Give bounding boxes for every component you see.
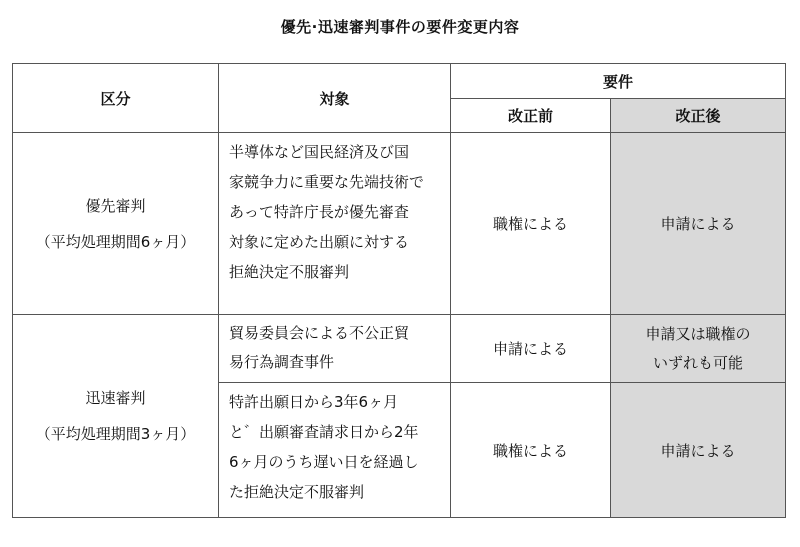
category-name: 迅速審判 bbox=[85, 389, 146, 407]
after-line: 申請又は職権の bbox=[645, 324, 751, 343]
table-row bbox=[13, 133, 786, 315]
page-title: 優先·迅速審判事件の要件変更内容 bbox=[280, 18, 520, 36]
table-row bbox=[13, 315, 786, 383]
requirements-table bbox=[12, 63, 786, 518]
header-requirement: 要件 bbox=[451, 64, 786, 99]
header-category: 区分 bbox=[13, 64, 219, 133]
category-name: 優先審判 bbox=[85, 196, 146, 215]
target-cell bbox=[219, 315, 451, 383]
header-before: 改正前 bbox=[451, 99, 611, 133]
category-period: （平均処理期間3ヶ月） bbox=[35, 425, 196, 443]
target-line: 家競争力に重要な先端技術で bbox=[229, 173, 425, 191]
after-cell: 申請による bbox=[611, 383, 786, 518]
target-line: と゛出願審査請求日から2年 bbox=[229, 423, 419, 441]
before-cell: 申請による bbox=[451, 315, 611, 383]
target-line: 貿易委員会による不公正貿 bbox=[229, 324, 410, 342]
header-after: 改正後 bbox=[611, 99, 786, 133]
target-line: 易行為調査事件 bbox=[229, 353, 335, 371]
target-line: 6ヶ月のうち遅い日を経過し bbox=[229, 453, 419, 471]
category-cell bbox=[13, 133, 219, 315]
target-cell bbox=[219, 383, 451, 518]
category-cell bbox=[13, 315, 219, 518]
target-line: 対象に定めた出願に対する bbox=[229, 233, 410, 251]
before-cell: 職権による bbox=[451, 383, 611, 518]
target-line: 拒絶決定不服審判 bbox=[229, 263, 350, 281]
target-line: 特許出願日から3年6ヶ月 bbox=[229, 393, 399, 411]
after-cell: 申請による bbox=[611, 133, 786, 315]
category-period: （平均処理期間6ヶ月） bbox=[35, 232, 196, 251]
target-line: あって特許庁長が優先審査 bbox=[229, 203, 409, 221]
target-line: た拒絶決定不服審判 bbox=[229, 483, 365, 501]
target-cell bbox=[219, 133, 451, 315]
after-cell bbox=[611, 315, 786, 383]
target-line: 半導体など国民経済及び国 bbox=[229, 143, 410, 161]
header-target: 対象 bbox=[219, 64, 451, 133]
after-line: いずれも可能 bbox=[653, 353, 744, 372]
before-cell: 職権による bbox=[451, 133, 611, 315]
